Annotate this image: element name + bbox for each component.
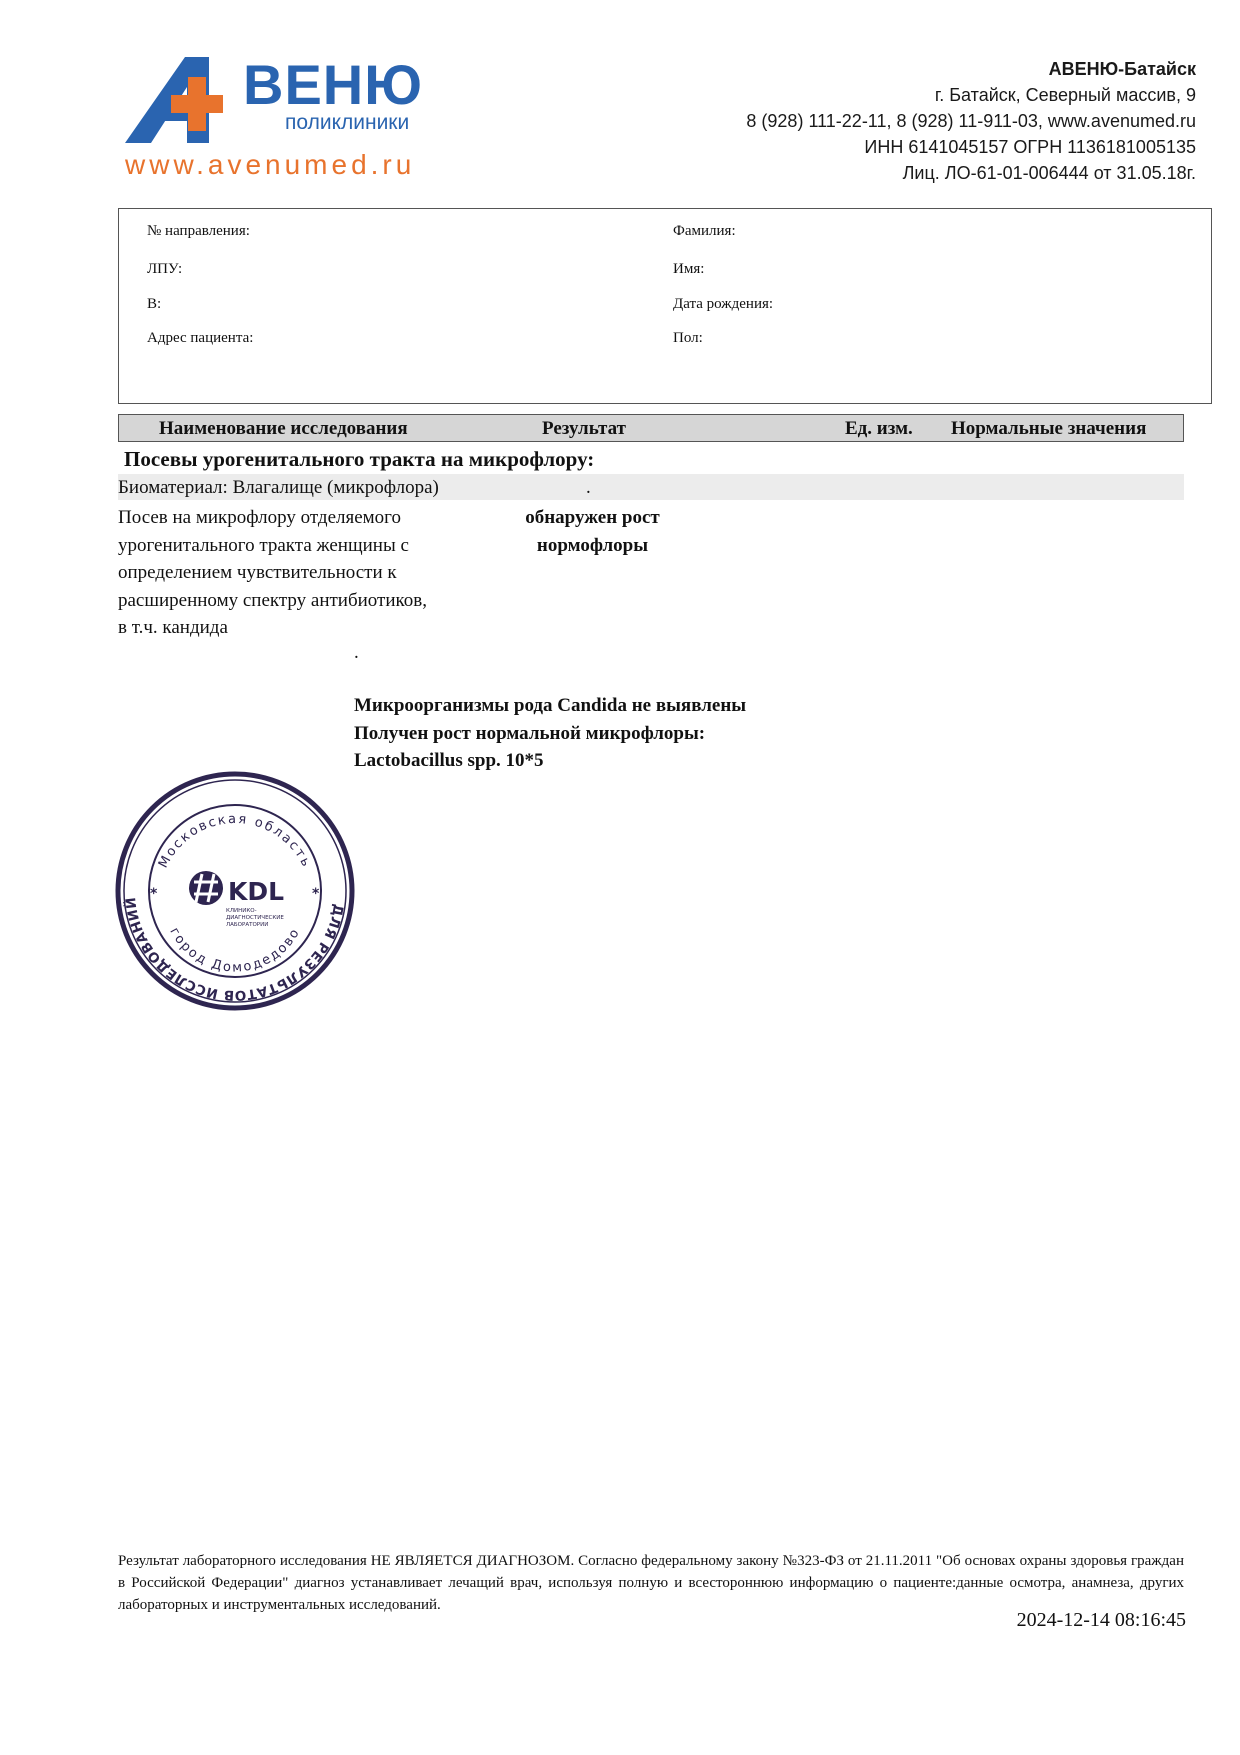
logo-a-cross-icon [125, 55, 255, 155]
disclaimer: Результат лабораторного исследования НЕ ЯВЛЯЕТСЯ ДИАГНОЗОМ. Согласно федеральному закону №323-ФЗ от 21.11.2011 "Об основах охраны здоровья граждан в Российской Федерации" диагноз устанавливает лечащий врач, используя полную и всестороннюю информацию о пациенте:данные осмотра, анамнеза, других лабораторных и инструментальных исследований. [118, 1553, 1184, 1613]
svg-text:город Домодедово [166, 925, 303, 975]
test-name-line: в т.ч. кандида [118, 617, 228, 638]
results-table-header [118, 414, 1184, 442]
clinic-address: г. Батайск, Северный массив, 9 [934, 85, 1196, 105]
test-name [118, 504, 478, 642]
clinic-registration: ИНН 6141045157 ОГРН 1136181005135 [864, 137, 1196, 157]
header-normal-values: Нормальные значения [951, 418, 1147, 439]
stamp-logo-sub: ЛАБОРАТОРИИ [226, 922, 269, 928]
findings [354, 692, 746, 775]
clinic-license: Лиц. ЛО-61-01-006444 от 31.05.18г. [902, 163, 1196, 183]
first-name-label: Имя: [673, 261, 705, 277]
patient-info-box [118, 208, 1212, 404]
report-timestamp: 2024-12-14 08:16:45 [1016, 1609, 1186, 1631]
clinic-logo [125, 55, 455, 185]
stamp-outer-text: ДЛЯ РЕЗУЛЬТАТОВ ИССЛЕДОВАНИЙ [123, 896, 347, 1004]
clinic-name: АВЕНЮ-Батайск [1048, 59, 1196, 79]
stamp-logo-sub: КЛИНИКО- [226, 908, 257, 914]
test-result [490, 504, 695, 559]
brand-word: ВЕНЮ [243, 53, 423, 116]
test-name-line: расширенному спектру антибиотиков, [118, 589, 428, 611]
note-dot: . [354, 642, 359, 663]
header-test-name: Наименование исследования [159, 418, 408, 439]
biomaterial-value: . [586, 477, 591, 498]
clinic-info [746, 56, 1196, 186]
stamp-upper-text: Московская область [155, 811, 315, 871]
test-name-line: определением чувствительности к [118, 562, 397, 583]
in-label: В: [147, 296, 162, 312]
lpu-label: ЛПУ: [147, 261, 183, 277]
kdl-logo-icon [189, 871, 223, 905]
test-name-line: урогенитального тракта женщины с [118, 534, 409, 556]
stamp-lower-text: город Домодедово [166, 925, 304, 976]
stamp-seal-icon [114, 770, 356, 1012]
header-unit: Ед. изм. [845, 418, 913, 439]
finding-lactobacillus: Lactobacillus spp. 10*5 [354, 750, 544, 771]
lab-stamp [114, 770, 356, 1012]
surname-label: Фамилия: [673, 223, 736, 239]
sex-label: Пол: [673, 330, 703, 346]
referral-label: № направления: [147, 223, 250, 239]
test-result-line: обнаружен рост [525, 507, 660, 528]
svg-text:Московская область [156, 812, 314, 871]
patient-address-label: Адрес пациента: [147, 330, 254, 346]
biomaterial-label: Биоматериал: Влагалище (микрофлора) [118, 477, 439, 498]
brand-website: www.avenumed.ru [125, 149, 416, 180]
test-result-line: нормофлоры [536, 534, 649, 556]
stamp-star: * [312, 886, 320, 902]
section-title: Посевы урогенитального тракта на микрофлору: [124, 447, 595, 471]
finding-normal-flora: Получен рост нормальной микрофлоры: [354, 722, 706, 744]
biomaterial-row [118, 474, 1184, 500]
stamp-logo-sub: ДИАГНОСТИЧЕСКИЕ [226, 915, 284, 921]
finding-candida: Микроорганизмы рода Candida не выявлены [354, 695, 747, 716]
brand-subtitle: поликлиники [285, 111, 410, 134]
clinic-contacts: 8 (928) 111-22-11, 8 (928) 11-911-03, www.avenumed.ru [746, 111, 1196, 131]
stamp-logo-text: KDL [228, 877, 285, 906]
stamp-star: * [150, 886, 158, 902]
test-name-line: Посев на микрофлору отделяемого [118, 507, 402, 528]
header-result: Результат [542, 418, 626, 439]
birthdate-label: Дата рождения: [673, 296, 774, 312]
